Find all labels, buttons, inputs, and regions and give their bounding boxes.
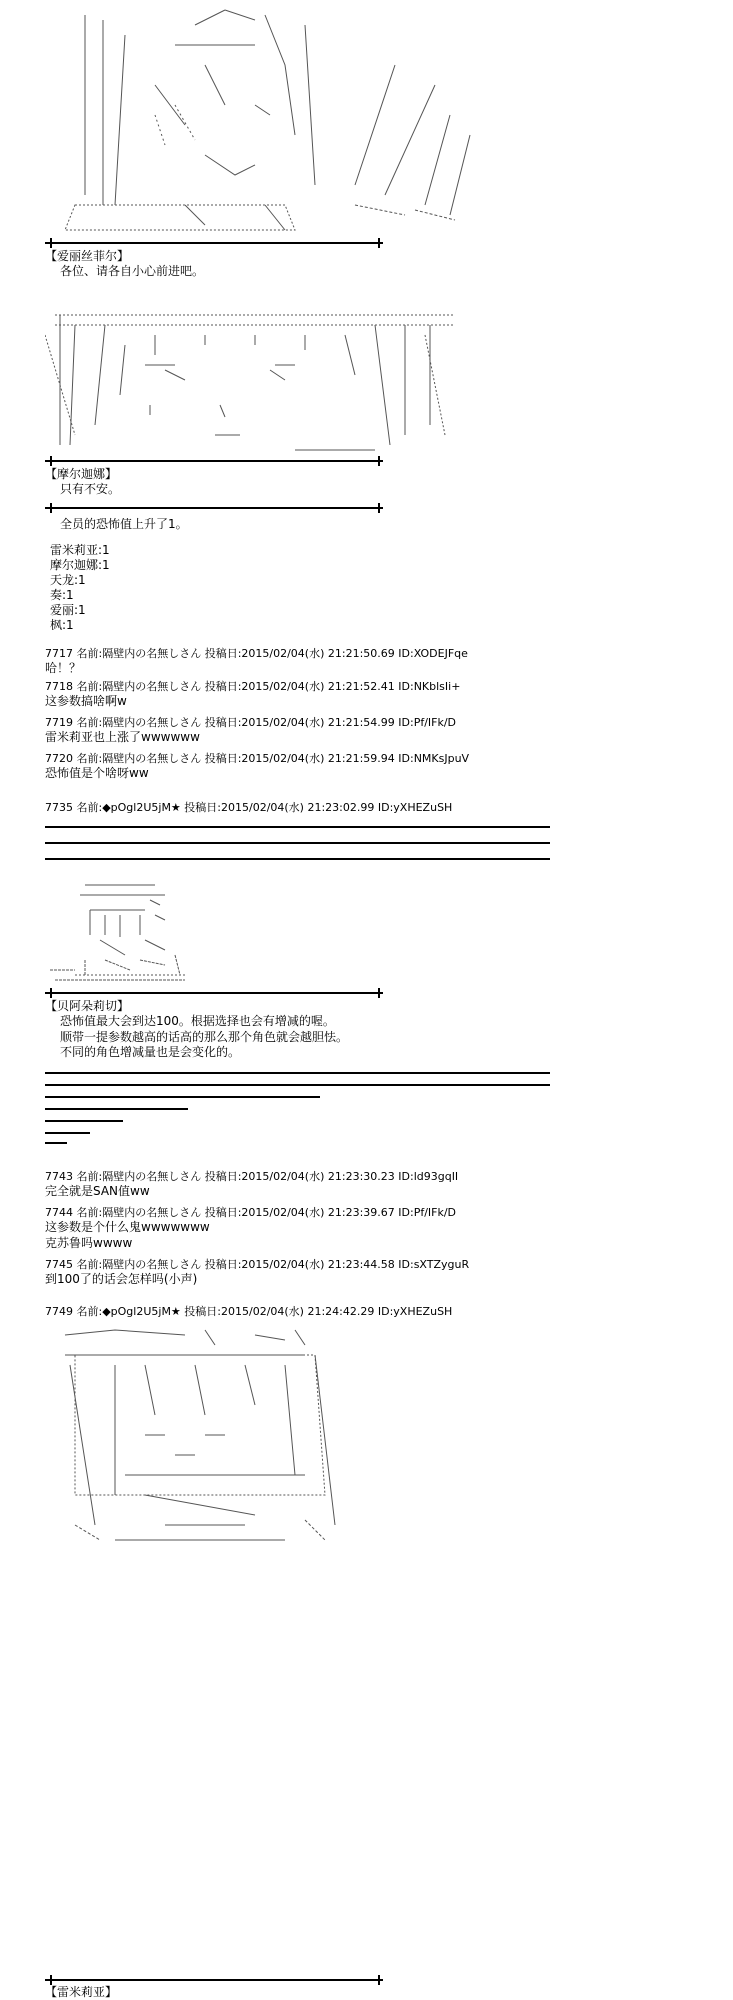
dialogue-line: 顺带一提参数越高的话高的那么那个角色就会越胆怯。 bbox=[60, 1030, 349, 1044]
post-header: 7718 名前:隔壁内の名無しさん 投稿日:2015/02/04(水) 21:21:52.41 ID:NKblsIi+ bbox=[45, 680, 461, 693]
separator-tick bbox=[50, 1975, 52, 1985]
separator-tick bbox=[50, 238, 52, 248]
dialogue-line: 不同的角色增减量也是会变化的。 bbox=[60, 1045, 241, 1059]
ascii-art-remilia bbox=[55, 1325, 385, 1550]
post-body: 完全就是SAN值ww bbox=[45, 1184, 150, 1198]
horizontal-line bbox=[45, 826, 550, 828]
horizontal-line bbox=[45, 842, 550, 844]
separator-tick bbox=[378, 988, 380, 998]
separator-tick bbox=[50, 456, 52, 466]
separator-tick bbox=[378, 1975, 380, 1985]
post-body: 这参数是个什么鬼wwwwwww bbox=[45, 1220, 210, 1234]
speaker-name: 【雷米莉亚】 bbox=[45, 1985, 118, 1999]
speaker-name: 【贝阿朵莉切】 bbox=[45, 999, 130, 1013]
separator-rule bbox=[45, 992, 383, 994]
post-header: 7719 名前:隔壁内の名無しさん 投稿日:2015/02/04(水) 21:21:54.99 ID:Pf/IFk/D bbox=[45, 716, 457, 729]
separator-tick bbox=[378, 503, 380, 513]
post-body: 这参数搞啥啊w bbox=[45, 694, 127, 708]
post-body: 雷米莉亚也上涨了wwwwww bbox=[45, 730, 200, 744]
horizontal-line bbox=[45, 1084, 550, 1086]
post-header: 7745 名前:隔壁内の名無しさん 投稿日:2015/02/04(水) 21:23:44.58 ID:sXTZyguR bbox=[45, 1258, 470, 1271]
post-header: 7720 名前:隔壁内の名無しさん 投稿日:2015/02/04(水) 21:21:59.94 ID:NMKsJpuV bbox=[45, 752, 470, 765]
fear-item: 奏:1 bbox=[50, 588, 74, 602]
ascii-art-beatrice bbox=[45, 875, 195, 990]
separator-rule bbox=[45, 507, 383, 509]
dialogue-line: 只有不安。 bbox=[60, 482, 121, 496]
horizontal-line bbox=[45, 1142, 67, 1144]
fear-notice: 全员的恐怖值上升了1。 bbox=[60, 517, 188, 531]
ascii-art-alice bbox=[55, 5, 475, 237]
ascii-art-morgiana bbox=[45, 305, 465, 455]
post-header: 7744 名前:隔壁内の名無しさん 投稿日:2015/02/04(水) 21:23:39.67 ID:Pf/IFk/D bbox=[45, 1206, 457, 1219]
separator-rule bbox=[45, 1979, 383, 1981]
horizontal-line bbox=[45, 1108, 188, 1110]
post-header: 7717 名前:隔壁内の名無しさん 投稿日:2015/02/04(水) 21:21:50.69 ID:XODEJFqe bbox=[45, 647, 468, 660]
horizontal-line bbox=[45, 1096, 320, 1098]
separator-tick bbox=[50, 503, 52, 513]
horizontal-line bbox=[45, 1072, 550, 1074]
separator-tick bbox=[50, 988, 52, 998]
fear-item: 雷米莉亚:1 bbox=[50, 543, 110, 557]
post-header: 7749 名前:◆pOgl2U5jM★ 投稿日:2015/02/04(水) 21:24:42.29 ID:yXHEZuSH bbox=[45, 1305, 453, 1318]
fear-item: 爱丽:1 bbox=[50, 603, 86, 617]
fear-item: 摩尔迦娜:1 bbox=[50, 558, 110, 572]
fear-item: 枫:1 bbox=[50, 618, 74, 632]
post-header: 7743 名前:隔壁内の名無しさん 投稿日:2015/02/04(水) 21:23:30.23 ID:ld93gqII bbox=[45, 1170, 459, 1183]
separator-tick bbox=[378, 238, 380, 248]
separator-rule bbox=[45, 460, 383, 462]
post-body: 到100了的话会怎样吗(小声) bbox=[45, 1272, 198, 1286]
post-body: 克苏鲁吗wwww bbox=[45, 1236, 133, 1250]
dialogue-line: 恐怖值最大会到达100。根据选择也会有增减的喔。 bbox=[60, 1014, 335, 1028]
post-body: 哈！？ bbox=[45, 661, 82, 675]
separator-tick bbox=[378, 456, 380, 466]
separator-rule bbox=[45, 242, 383, 244]
speaker-name: 【摩尔迦娜】 bbox=[45, 467, 118, 481]
horizontal-line bbox=[45, 1132, 90, 1134]
fear-item: 天龙:1 bbox=[50, 573, 86, 587]
horizontal-line bbox=[45, 858, 550, 860]
dialogue-line: 各位、请各自小心前进吧。 bbox=[60, 264, 205, 278]
horizontal-line bbox=[45, 1120, 123, 1122]
speaker-name: 【爱丽丝菲尔】 bbox=[45, 249, 130, 263]
post-body: 恐怖值是个啥呀ww bbox=[45, 766, 149, 780]
post-header: 7735 名前:◆pOgl2U5jM★ 投稿日:2015/02/04(水) 21:23:02.99 ID:yXHEZuSH bbox=[45, 801, 453, 814]
